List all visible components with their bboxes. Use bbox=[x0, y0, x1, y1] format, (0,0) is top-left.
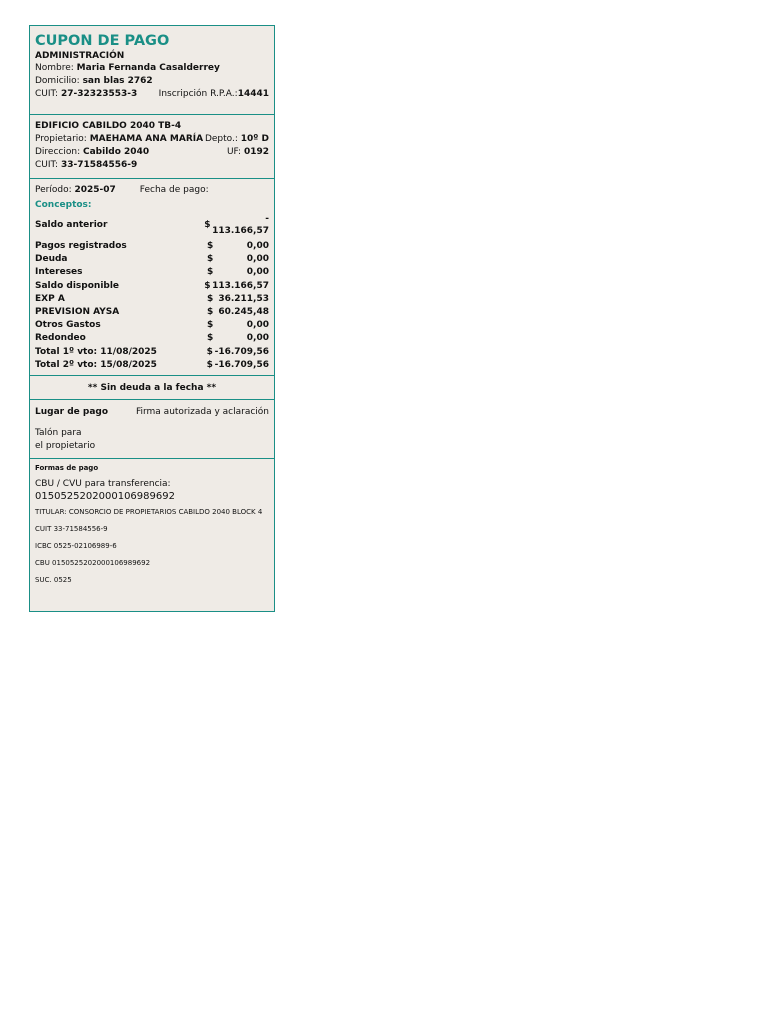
domicilio-value: san blas 2762 bbox=[82, 76, 153, 86]
concept-name: EXP A bbox=[35, 293, 65, 304]
concept-name: Deuda bbox=[35, 254, 68, 265]
conceptos-label: Conceptos: bbox=[35, 200, 92, 210]
nombre-label: Nombre: bbox=[35, 63, 74, 73]
concept-name: Saldo anterior bbox=[35, 220, 108, 230]
payment-detail-line: CUIT 33-71584556-9 bbox=[35, 525, 108, 533]
payment-detail-line: CBU 0150525202000106989692 bbox=[35, 559, 151, 567]
rpa-value: 14441 bbox=[237, 89, 269, 99]
concept-currency: $ bbox=[204, 220, 211, 230]
propietario-value: MAEHAMA ANA MARÍA bbox=[89, 134, 204, 144]
concept-amount: 0,00 bbox=[246, 267, 269, 278]
direccion-label: Direccion: bbox=[35, 147, 81, 157]
concept-row bbox=[35, 319, 269, 332]
concept-sign: - bbox=[265, 214, 269, 224]
concept-amount: -16.709,56 bbox=[214, 346, 269, 357]
payment-detail-line: TITULAR: CONSORCIO DE PROPIETARIOS CABILDO 2040 BLOCK 4 bbox=[35, 508, 263, 516]
cbu-label: CBU / CVU para transferencia: bbox=[35, 479, 171, 489]
concept-amount: -16.709,56 bbox=[214, 359, 269, 370]
concept-amount: 0,00 bbox=[246, 241, 269, 251]
concept-currency: $ bbox=[206, 359, 213, 370]
admin-cuit-value: 27-32323553-3 bbox=[60, 89, 138, 99]
building-name: EDIFICIO CABILDO 2040 TB-4 bbox=[35, 121, 182, 131]
concept-name: Saldo disponible bbox=[35, 280, 120, 291]
concept-amount: 113.166,57 bbox=[212, 226, 269, 236]
concept-currency: $ bbox=[206, 346, 213, 357]
cbu-value[interactable]: 0150525202000106989692 bbox=[35, 491, 175, 502]
concept-row bbox=[35, 306, 269, 319]
building-cuit-label: CUIT: bbox=[35, 160, 59, 170]
concept-name: PREVISION AYSA bbox=[35, 307, 120, 318]
fecha-pago-label: Fecha de pago: bbox=[139, 185, 209, 195]
lugar-pago-label: Lugar de pago bbox=[35, 407, 109, 417]
periodo-value: 2025-07 bbox=[74, 185, 116, 195]
admin-cuit-label: CUIT: bbox=[35, 89, 59, 99]
talon-line-2: el propietario bbox=[35, 441, 96, 451]
concept-currency: $ bbox=[207, 307, 214, 318]
status-message: ** Sin deuda a la fecha ** bbox=[87, 382, 217, 393]
concept-currency: $ bbox=[207, 254, 214, 265]
building-section bbox=[30, 115, 274, 179]
concept-row bbox=[35, 266, 269, 279]
propietario-label: Propietario: bbox=[35, 134, 87, 144]
concept-amount: 36.211,53 bbox=[218, 293, 269, 304]
domicilio-label: Domicilio: bbox=[35, 76, 80, 86]
nombre-value: Maria Fernanda Casalderrey bbox=[76, 63, 220, 73]
concept-currency: $ bbox=[207, 320, 214, 331]
coupon-title: CUPON DE PAGO bbox=[35, 33, 170, 49]
formas-pago-heading: Formas de pago bbox=[35, 464, 99, 472]
concept-amount: 0,00 bbox=[246, 254, 269, 265]
concept-row bbox=[35, 240, 269, 253]
talon-line-1: Talón para bbox=[35, 428, 82, 438]
concept-currency: $ bbox=[207, 241, 214, 251]
building-cuit-value: 33-71584556-9 bbox=[60, 160, 138, 170]
concept-row bbox=[35, 253, 269, 266]
direccion-value: Cabildo 2040 bbox=[83, 147, 150, 157]
payment-detail-line: SUC. 0525 bbox=[35, 576, 72, 584]
periodo-label: Período: bbox=[35, 185, 72, 195]
admin-label: ADMINISTRACIÓN bbox=[35, 51, 125, 61]
depto-value: 10º D bbox=[240, 134, 269, 144]
rpa-label: Inscripción R.P.A.: bbox=[158, 89, 238, 99]
concept-name: Otros Gastos bbox=[35, 320, 101, 331]
concept-currency: $ bbox=[207, 267, 214, 278]
uf-value: 0192 bbox=[243, 147, 269, 157]
concept-row bbox=[35, 280, 269, 293]
concept-currency: $ bbox=[207, 293, 214, 304]
admin-section bbox=[30, 32, 274, 115]
payment-place-section bbox=[30, 400, 274, 459]
concept-row bbox=[35, 332, 269, 345]
concept-row bbox=[35, 293, 269, 306]
concept-amount: 113.166,57 bbox=[212, 280, 269, 291]
status-section bbox=[30, 376, 274, 400]
depto-label: Depto.: bbox=[204, 134, 238, 144]
payment-methods-section bbox=[30, 459, 274, 585]
concept-currency: $ bbox=[207, 333, 214, 344]
concept-amount: 0,00 bbox=[246, 333, 269, 344]
payment-coupon bbox=[29, 25, 275, 612]
payment-detail-line: ICBC 0525-02106989-6 bbox=[35, 542, 117, 550]
concepts-section bbox=[30, 179, 274, 376]
concept-amount: 60.245,48 bbox=[218, 307, 269, 318]
concept-currency: $ bbox=[204, 280, 211, 291]
concept-row-saldo-anterior bbox=[35, 213, 269, 237]
uf-label: UF: bbox=[226, 147, 242, 157]
concept-row-total-2 bbox=[35, 359, 269, 372]
concept-name: Redondeo bbox=[35, 333, 86, 344]
concept-name: Total 2º vto: 15/08/2025 bbox=[35, 359, 157, 370]
concept-name: Intereses bbox=[35, 267, 83, 278]
concept-name: Total 1º vto: 11/08/2025 bbox=[35, 346, 157, 357]
concept-name: Pagos registrados bbox=[35, 241, 127, 251]
concept-row-total-1 bbox=[35, 346, 269, 359]
concept-amount: 0,00 bbox=[246, 320, 269, 331]
firma-label: Firma autorizada y aclaración bbox=[135, 407, 269, 417]
